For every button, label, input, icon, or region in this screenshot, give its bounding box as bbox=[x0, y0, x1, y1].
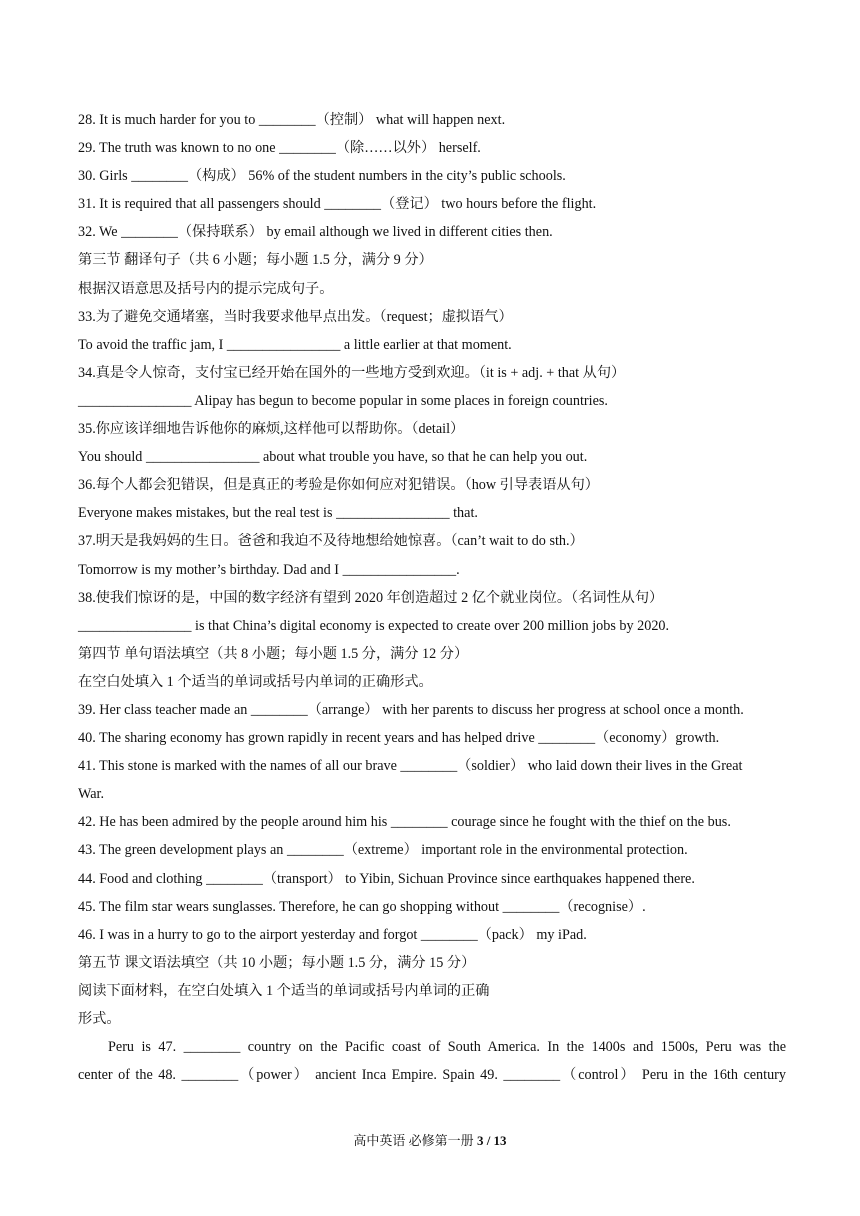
question-38-prompt: 38.使我们惊讶的是，中国的数字经济有望到 2020 年创造超过 2 亿个就业岗位。（名词性从句） bbox=[78, 589, 664, 606]
section-4-heading: 第四节 单句语法填空（共 8 小题；每小题 1.5 分，满分 12 分） bbox=[78, 645, 469, 662]
question-44: 44. Food and clothing ________（transport） to Yibin, Sichuan Province since earthquakes happened there. bbox=[78, 870, 695, 887]
page-content bbox=[78, 106, 786, 1089]
question-31: 31. It is required that all passengers should ________（登记） two hours before the flight. bbox=[78, 196, 597, 213]
page-number: 3 / 13 bbox=[476, 1133, 507, 1148]
question-34-sentence: ________________ Alipay has begun to become popular in some places in foreign countries. bbox=[78, 392, 608, 409]
question-33-sentence: To avoid the traffic jam, I ________________ a little earlier at that moment. bbox=[78, 336, 512, 353]
question-38-sentence: ________________ is that China’s digital economy is expected to create over 200 million jobs by 2020. bbox=[78, 617, 670, 634]
section-4-instructions: 在空白处填入 1 个适当的单词或括号内单词的正确形式。 bbox=[78, 673, 433, 690]
passage-line-2: center of the 48. ________（power） ancient Inca Empire. Spain 49. ________（control） Peru in the 16th century bbox=[78, 1067, 786, 1084]
question-36-prompt: 36.每个人都会犯错误，但是真正的考验是你如何应对犯错误。（how 引导表语从句） bbox=[78, 477, 599, 494]
question-39: 39. Her class teacher made an ________（arrange） with her parents to discuss her progress at school once a month. bbox=[78, 701, 744, 718]
question-41: 41. This stone is marked with the names of all our brave ________（soldier） who laid down their lives in the Great bbox=[78, 758, 743, 775]
question-37-sentence: Tomorrow is my mother’s birthday. Dad and I ________________. bbox=[78, 561, 460, 578]
question-35-prompt: 35.你应该详细地告诉他你的麻烦,这样他可以帮助你。（detail） bbox=[78, 421, 465, 438]
question-28: 28. It is much harder for you to ________（控制） what will happen next. bbox=[78, 112, 506, 128]
question-40: 40. The sharing economy has grown rapidly in recent years and has helped drive ________（economy）growth. bbox=[78, 730, 720, 747]
question-34-prompt: 34.真是令人惊奇，支付宝已经开始在国外的一些地方受到欢迎。（it is + adj. + that 从句） bbox=[78, 364, 626, 381]
passage-line-1: Peru is 47. ________ country on the Pacific coast of South America. In the 1400s and 1500s, Peru was the bbox=[108, 1039, 786, 1056]
question-29: 29. The truth was known to no one ________（除……以外） herself. bbox=[78, 140, 481, 157]
section-3-instructions: 根据汉语意思及括号内的提示完成句子。 bbox=[78, 280, 334, 297]
question-30: 30. Girls ________（构成） 56% of the student numbers in the city’s public schools. bbox=[78, 168, 566, 185]
section-5-instructions-continued: 形式。 bbox=[78, 1011, 121, 1027]
question-36-sentence: Everyone makes mistakes, but the real test is ________________ that. bbox=[78, 505, 478, 522]
question-33-prompt: 33.为了避免交通堵塞，当时我要求他早点出发。（request；虚拟语气） bbox=[78, 308, 513, 325]
question-35-sentence: You should ________________ about what trouble you have, so that he can help you out. bbox=[78, 449, 588, 466]
section-5-instructions: 阅读下面材料，在空白处填入 1 个适当的单词或括号内单词的正确 bbox=[78, 982, 490, 999]
question-45: 45. The film star wears sunglasses. Therefore, he can go shopping without ________（recognise）. bbox=[78, 898, 646, 915]
question-42: 42. He has been admired by the people around him his ________ courage since he fought with the thief on the bus. bbox=[78, 814, 731, 831]
section-3-heading: 第三节 翻译句子（共 6 小题；每小题 1.5 分，满分 9 分） bbox=[78, 252, 433, 269]
question-37-prompt: 37.明天是我妈妈的生日。爸爸和我迫不及待地想给她惊喜。（can’t wait to do sth.） bbox=[78, 533, 584, 550]
section-5-heading: 第五节 课文语法填空（共 10 小题；每小题 1.5 分，满分 15 分） bbox=[78, 954, 476, 971]
question-41-continued: War. bbox=[78, 786, 105, 803]
footer-title: 高中英语 必修第一册 bbox=[353, 1133, 477, 1148]
question-46: 46. I was in a hurry to go to the airport yesterday and forgot ________（pack） my iPad. bbox=[78, 926, 587, 943]
page-footer bbox=[0, 1130, 860, 1149]
question-32: 32. We ________（保持联系） by email although we lived in different cities then. bbox=[78, 224, 553, 241]
question-43: 43. The green development plays an ________（extreme） important role in the environmental protection. bbox=[78, 842, 688, 859]
